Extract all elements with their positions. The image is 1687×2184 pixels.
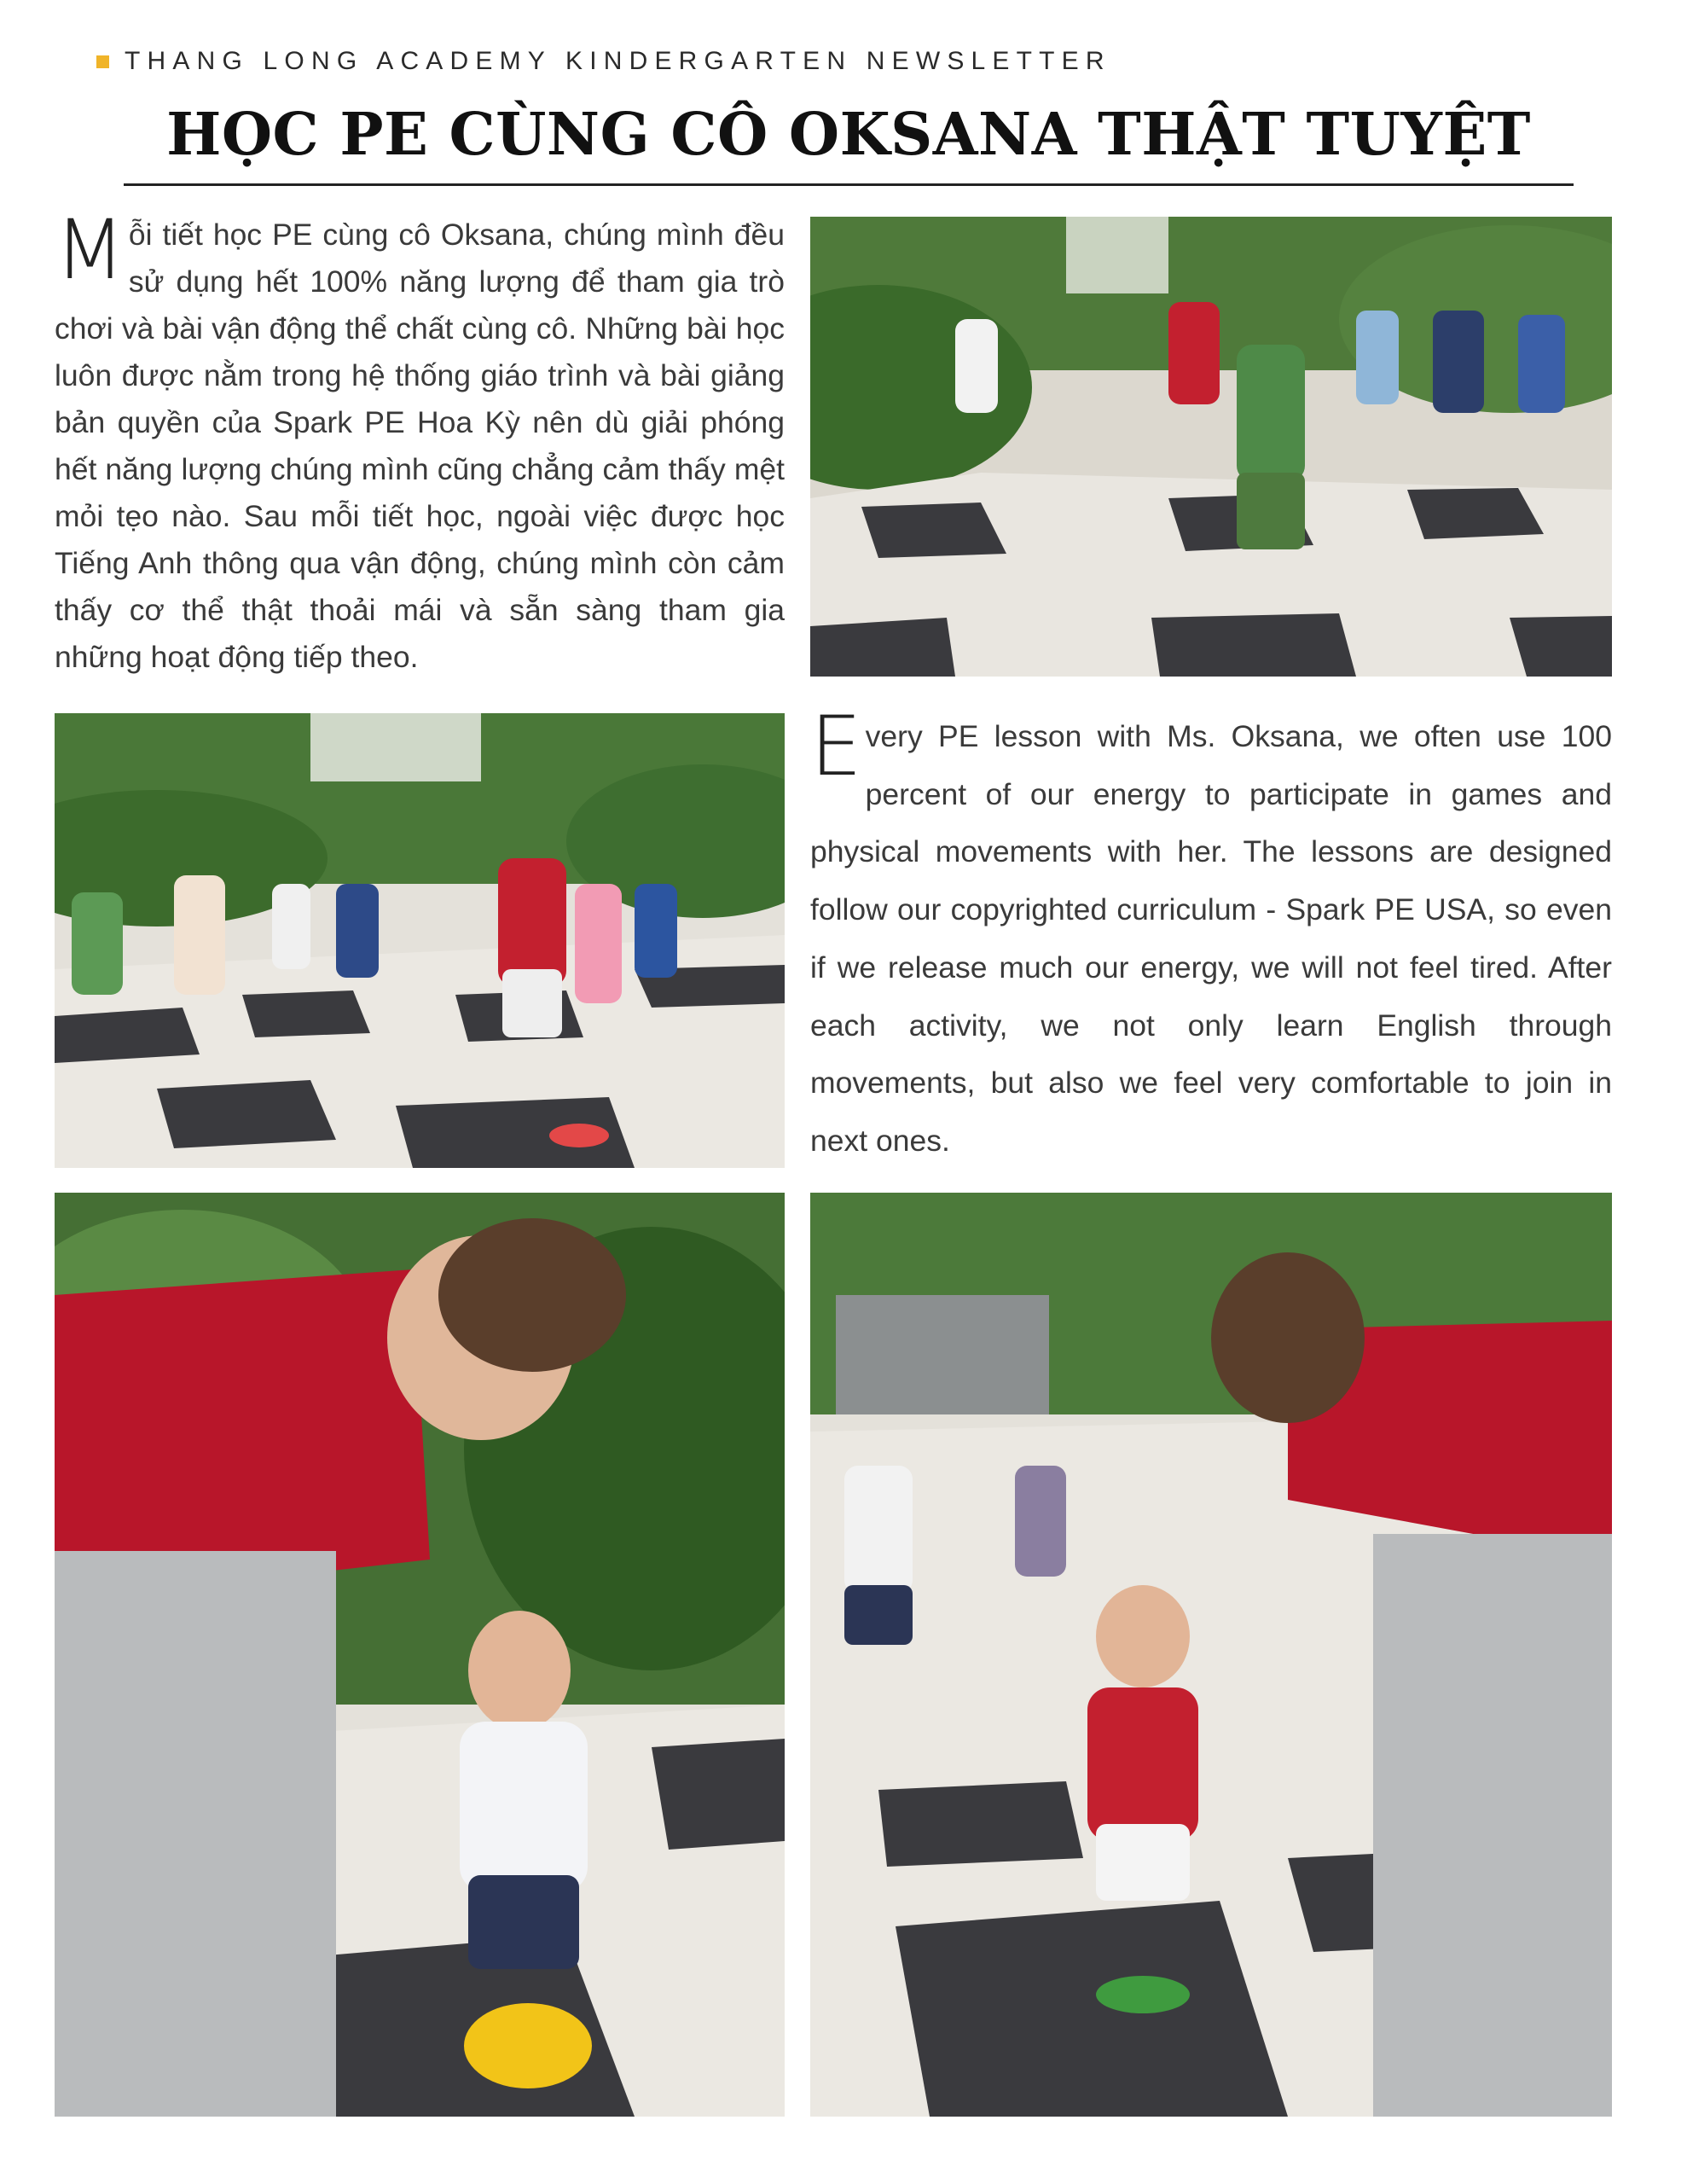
english-body: very PE lesson with Ms. Oksana, we often use 100 percent of our energy to participate in games and physical movements with her. The lessons are designed follow our copyrighted curriculum - Spark PE USA, so even if we release much our energy, we will not feel tired. After each activity, we not only learn English through movements, but also we feel very comfortable to join in next ones.	[810, 719, 1612, 1158]
header-bullet-icon	[96, 55, 109, 68]
vietnamese-dropcap: M	[55, 202, 125, 298]
newsletter-name: THANG LONG ACADEMY KINDERGARTEN NEWSLETTER	[125, 47, 1111, 75]
english-paragraph	[810, 699, 1612, 1170]
photo-teacher-with-child-1	[55, 1193, 785, 2117]
page-title: HỌC PE CÙNG CÔ OKSANA THẬT TUYỆT	[166, 101, 1531, 169]
vietnamese-body: ỗi tiết học PE cùng cô Oksana, chúng mình đều sử dụng hết 100% năng lượng để tham gia trò chơi và bài vận động thể chất cùng cô. Những bài học luôn được nằm trong hệ thống giáo trình và bài giảng bản quyền của Spark PE Hoa Kỳ nên dù giải phóng hết năng lượng chúng mình cũng chẳng cảm thấy mệt mỏi tẹo nào. Sau mỗi tiết học, ngoài việc được học Tiếng Anh thông qua vận động, chúng mình còn cảm thấy cơ thể thật thoải mái và sẵn sàng tham gia những hoạt động tiếp theo.	[55, 218, 785, 674]
english-dropcap: E	[810, 699, 862, 794]
photo-children-exercising-1	[810, 217, 1612, 677]
photo-teacher-with-child-2	[810, 1193, 1612, 2117]
vietnamese-paragraph	[55, 202, 785, 681]
photo-children-exercising-2	[55, 713, 785, 1168]
title-divider	[124, 183, 1574, 186]
newsletter-header	[96, 47, 1111, 76]
